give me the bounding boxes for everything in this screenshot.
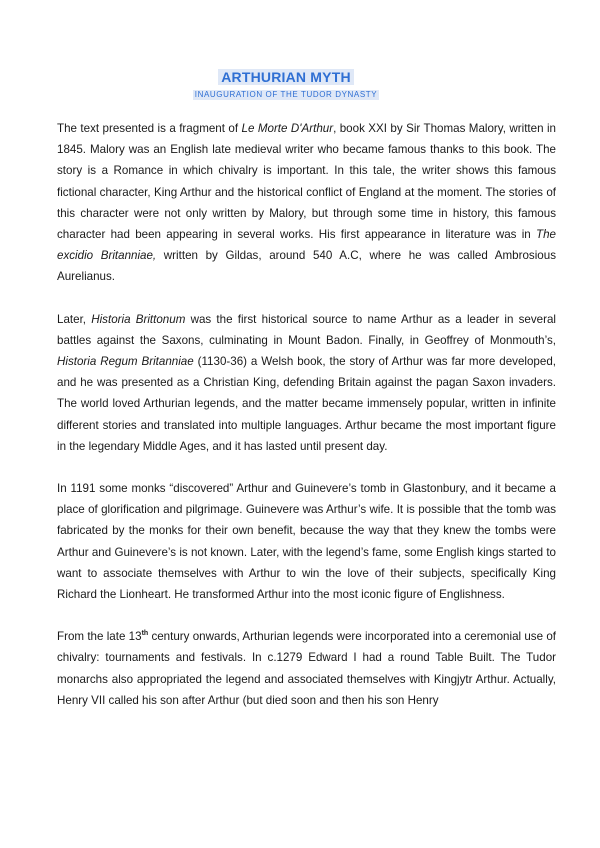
paragraph-3: In 1191 some monks “discovered” Arthur and Guinevere’s tomb in Glastonbury, and it became a place of glorification and pilgrimage. Guinevere was Arthur’s wife. It is possible that the tomb was fabricated by the monks for their own benefit, because the way that they knew the tombs were Arthur and Guinevere’s is not known. Later, with the legend’s fame, some English kings started to want to associate themselves with Arthur to win the love of their subjects, specifically King Richard the Lionheart. He transformed Arthur into the most iconic figure of Englishness. <box>57 482 556 602</box>
paragraph-4: From the late 13th century onwards, Arthurian legends were incorporated into a ceremonial use of chivalry: tournaments and festivals. In c.1279 Edward I had a round Table Built. The Tudor monarchs also appropriated the legend and associated themselves with Kingjytr Arthur. Actually, Henry VII called his son after Arthur (but died soon and then his son Henry <box>57 630 556 707</box>
title-block <box>0 69 572 100</box>
book-title: The excidio Britanniae, <box>57 228 556 263</box>
paragraph-2: Later, Historia Brittonum was the first historical source to name Arthur as a leader in several battles against the Saxons, culminating in Mount Badon. Finally, in Geoffrey of Monmouth’s, Historia Regum Britanniae (1130-36) a Welsh book, the story of Arthur was far more developed, and he was presented as a Christian King, defending Britain against the pagan Saxon invaders. The world loved Arthurian legends, and the matter became immensely popular, written in infinite different stories and translated into multiple languages. Arthur became the most important figure in the legendary Middle Ages, and it has lasted until present day. <box>57 312 557 453</box>
document-subtitle: INAUGURATION OF THE TUDOR DYNASTY <box>194 90 378 99</box>
book-title: Historia Brittonum <box>91 312 186 326</box>
document-title: ARTHURIAN MYTH <box>218 69 354 85</box>
ordinal-suffix: th <box>141 630 149 638</box>
body-text <box>57 118 556 732</box>
paragraph-1: The text presented is a fragment of Le Morte D'Arthur, book XXI by Sir Thomas Malory, written in 1845. Malory was an English late medieval writer who became famous thanks to this book. The story is a Romance in which chivalry is important. In this tale, the writer shows this famous fictional character, King Arthur and the historical conflict of England at the moment. The stories of this character were not only written by Malory, but through some time in history, this famous character had been appearing in several works. His first appearance in literature was in The excidio Britanniae, written by Gildas, around 540 A.C, where he was called Ambrosious Aurelianus. <box>57 122 556 284</box>
book-title: Historia Regum Britanniae <box>57 355 194 369</box>
book-title: Le Morte D'Arthur <box>241 122 334 135</box>
